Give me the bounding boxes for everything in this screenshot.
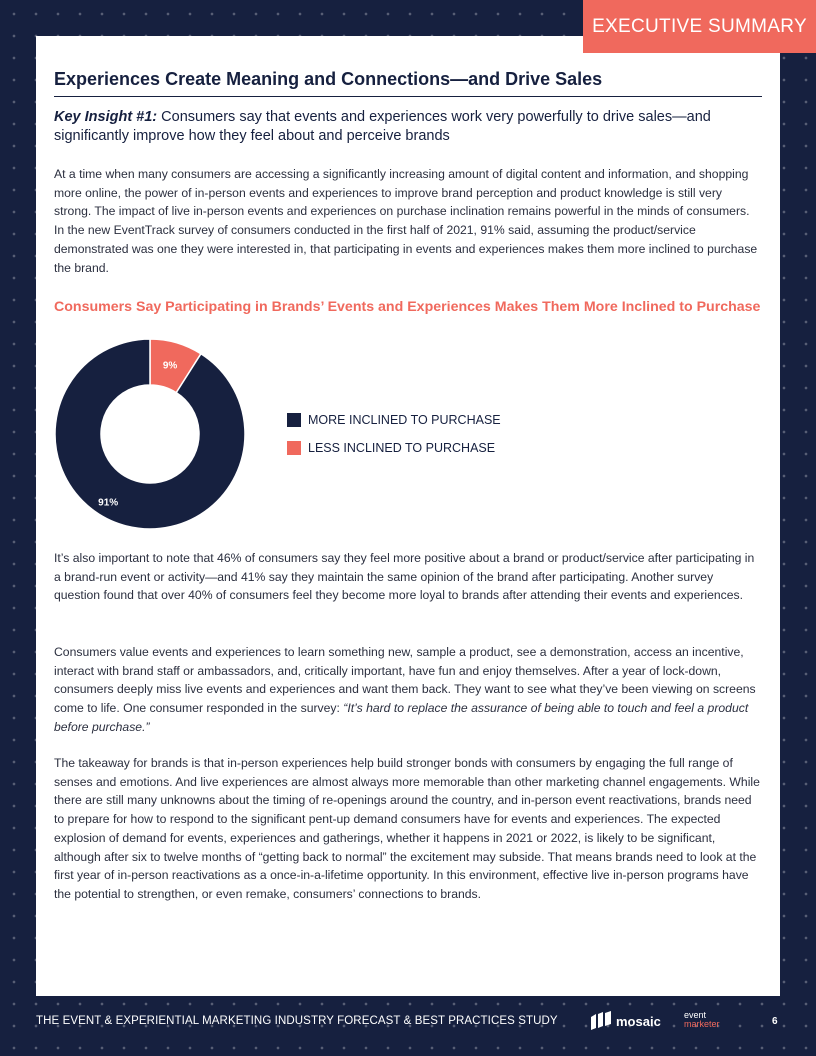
paragraph-3-text: Consumers value events and experiences to learn something new, sample a product, see a demonstration, access an incentive, interact with brand staff or ambassadors, and, critically important, have fun and enjoy themselves. After a year of lock-down, consumers deeply miss live events and experiences and want them back. They want to see what they’ve been viewing on screens come to life. One consumer responded in the survey: [54,645,756,716]
footer-study-title: THE EVENT & EXPERIENTIAL MARKETING INDUSTRY FORECAST & BEST PRACTICES STUDY [36,1015,558,1027]
legend-swatch-less [287,441,301,455]
slice-label-more: 91% [98,497,119,509]
consumer-quote: “It’s hard to replace the assurance of being able to touch and feel a product before purchase.” [54,701,749,734]
key-insight-text: Consumers say that events and experiences work very powerfully to drive sales—and significantly improve how they feel about and perceive brands [54,109,711,144]
footer-logo [590,1010,720,1031]
paragraph-4: The takeaway for brands is that in-person experiences help build stronger bonds with consumers by engaging the full range of senses and emotions. And live experiences are almost always more memorable than other marketing channel engagements. While there are still many unknowns about the timing of re-openings around the country, and in-person event reactivations, brands need to prepare for how to respond to the significant pent-up demand consumers have for events and experiences. The expected explosion of demand for events, experiences and gatherings, whether it happens in 2021 or 2022, is likely to be significant, although after six to twelve months of “getting back to normal” the excitement may subside. That means brands need to look at the first year of in-person reactivations as a once-in-a-lifetime opportunity. In this environment, effective live in-person programs have the potential to strengthen, or even remake, consumers’ connections to brands. [54,756,760,901]
section-tab: EXECUTIVE SUMMARY [583,0,816,53]
legend-label-less: LESS INCLINED TO PURCHASE [308,441,496,455]
chart-legend [287,411,501,467]
mosaic-logo-icon [590,1011,612,1031]
marketer-word: marketer [684,1019,720,1029]
slice-label-less: 9% [162,360,178,372]
chart-title: Consumers Say Participating in Brands’ Events and Experiences Makes Them More Inclined to Purchase [54,299,761,315]
paragraph-3 [54,643,762,737]
intro-paragraph: At a time when many consumers are accessing a significantly increasing amount of digital content and information, and shopping more online, the power of in-person events and experiences to improve brand perception and product knowledge is still very strong. The impact of live in-person events and experiences on purchase inclination remains powerful in the minds of consumers. In the new EventTrack survey of consumers conducted in the first half of 2021, 91% said, assuming the product/service demonstrated was one they were interested in, that participating in events and experiences makes them more inclined to purchase the brand. [54,167,758,275]
key-insight-label: Key Insight #1: [54,109,158,125]
legend-item-more [287,411,501,429]
legend-label-more: MORE INCLINED TO PURCHASE [308,413,501,427]
page-number: 6 [772,1016,778,1027]
event-word: event [684,1010,707,1020]
legend-item-less [287,439,501,457]
legend-swatch-more [287,413,301,427]
paragraph-2: It’s also important to note that 46% of consumers say they feel more positive about a brand or product/service after participating in a brand-run event or activity—and 41% say they maintain the same opinion of the brand after participating. Another survey question found that over 40% of consumers feel they become more loyal to brands after attending their events and experiences. [54,551,755,603]
slice-more-inclined [55,339,245,529]
page-title: Experiences Create Meaning and Connections—and Drive Sales [54,69,762,97]
event-marketer-wordmark [684,1011,724,1029]
donut-chart [52,336,248,532]
key-insight [54,108,762,146]
mosaic-wordmark: mosaic [616,1013,661,1029]
